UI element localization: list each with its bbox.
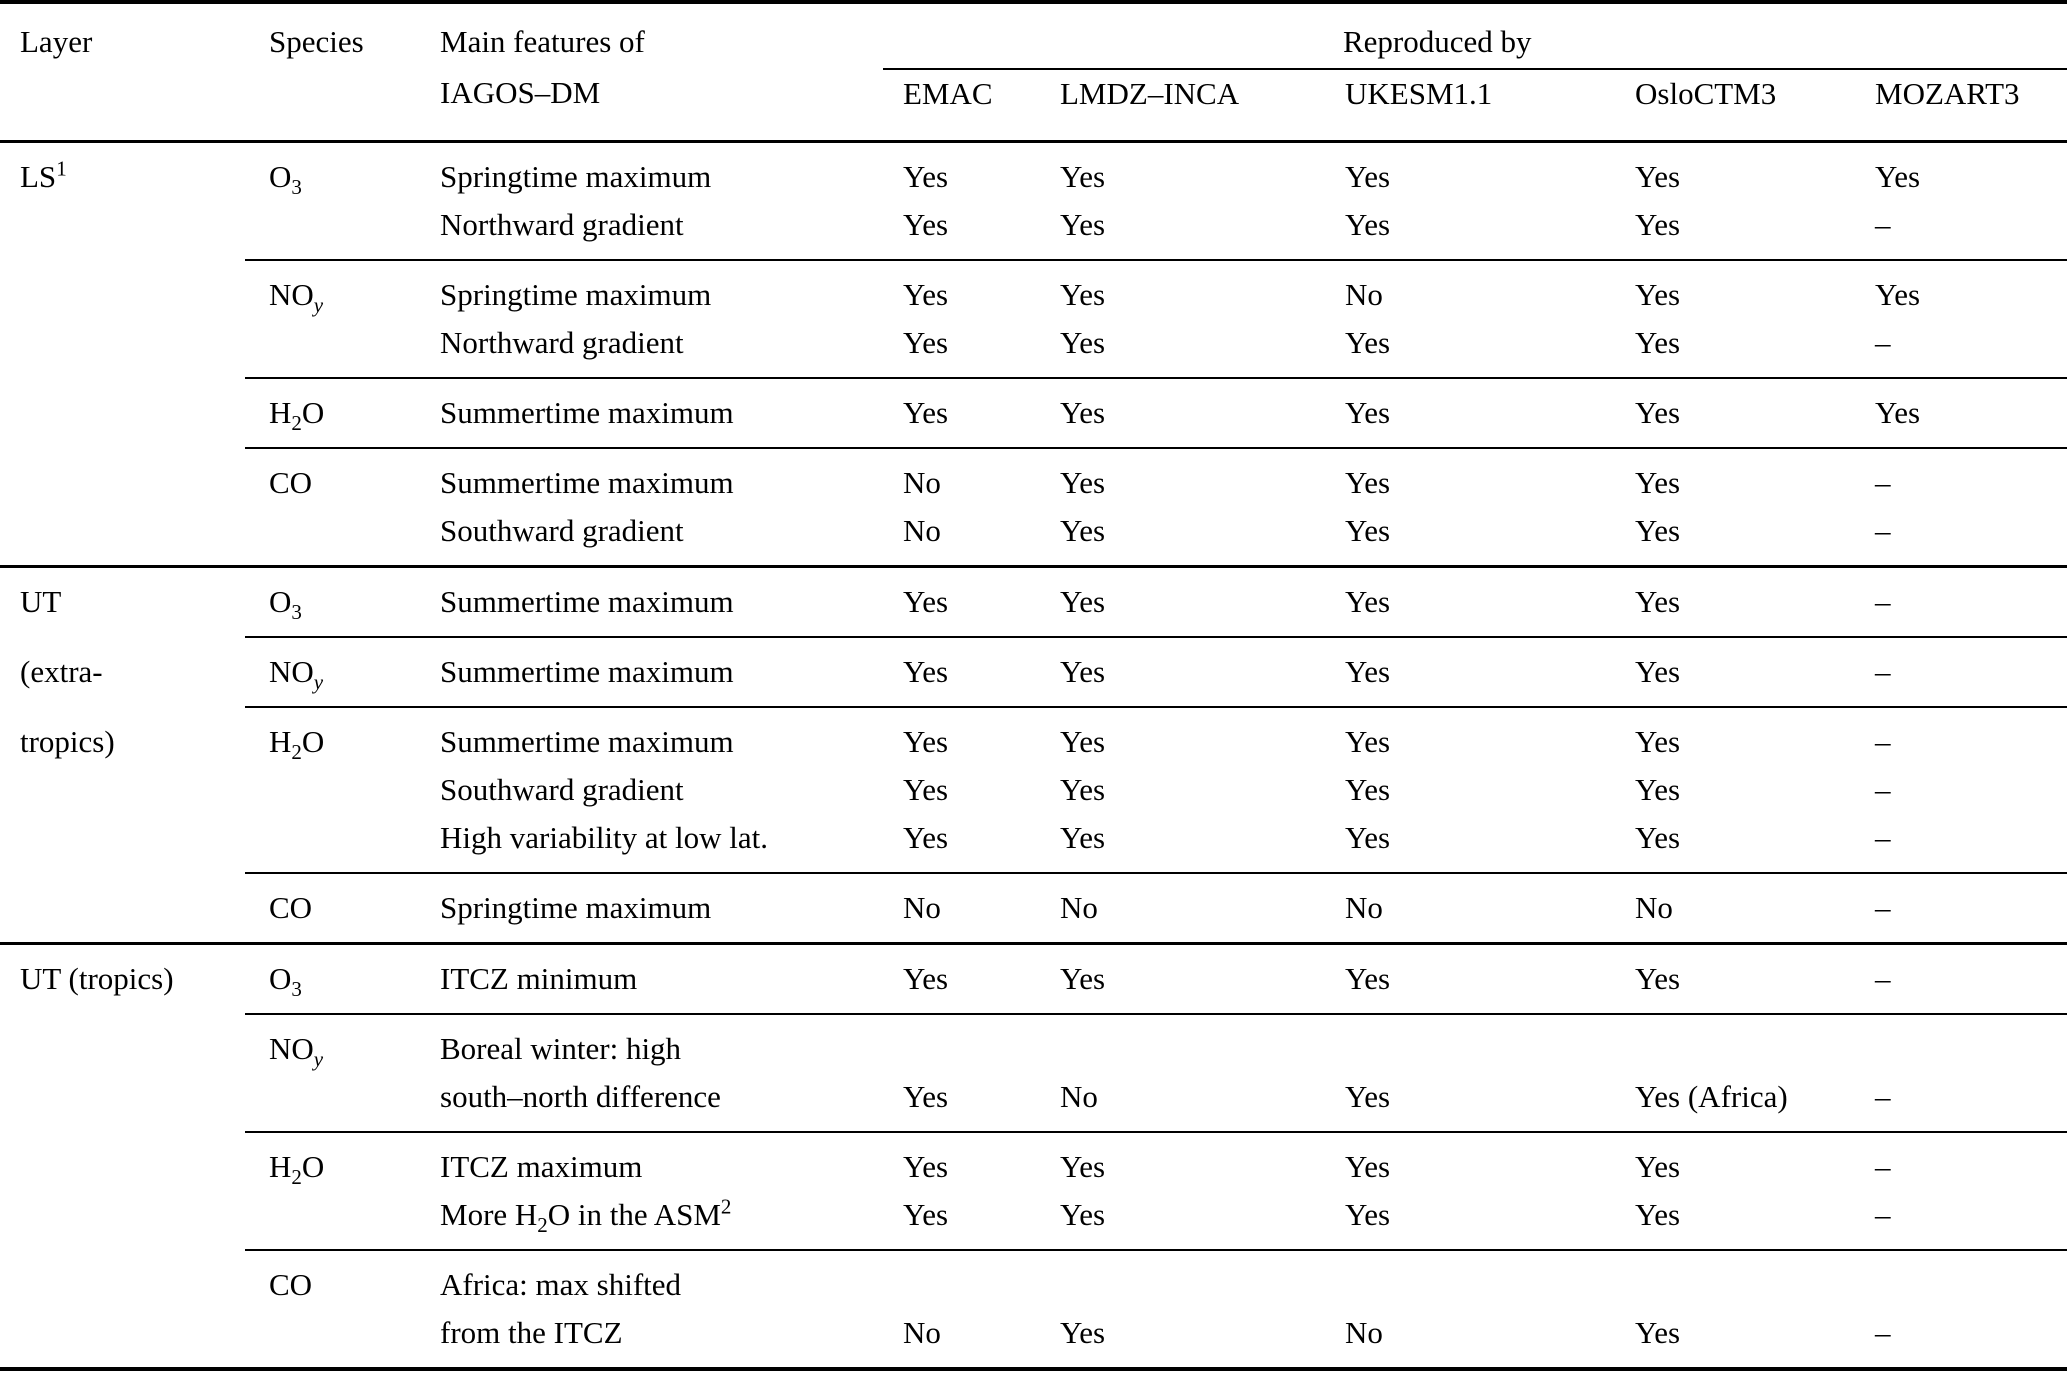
col-header-model-osloctm3: OsloCTM3	[1615, 69, 1855, 142]
table-row	[0, 142, 2067, 202]
layer-cell: UT (extra- tropics)	[0, 567, 245, 944]
table-row	[0, 1132, 2067, 1191]
value-cell: –	[1855, 944, 2067, 1015]
table-row	[0, 944, 2067, 1015]
species-cell: CO	[245, 873, 420, 944]
value-cell: Yes	[1040, 1132, 1325, 1191]
layer-cell: $LS^1$	[20, 156, 67, 194]
value-cell: Yes	[1040, 707, 1325, 766]
value-cell: Yes	[883, 637, 1040, 707]
feature-cell: Summertime maximum	[420, 567, 883, 638]
value-cell: Yes	[1615, 378, 1855, 448]
value-cell: Yes	[1635, 325, 1681, 360]
value-cell: Yes	[883, 567, 1040, 638]
value-cell	[1325, 1014, 1615, 1073]
col-header-layer: Layer	[20, 24, 93, 59]
feature-cell: from the ITCZ	[440, 1315, 623, 1350]
value-cell: Yes	[1345, 513, 1391, 548]
feature-cell: Summertime maximum	[420, 707, 883, 766]
value-cell	[1040, 1014, 1325, 1073]
value-cell: Yes	[1875, 159, 1921, 194]
col-header-species: Species	[269, 24, 364, 59]
species-cell: $NO_y$	[245, 260, 420, 378]
feature-cell: Africa: max shifted	[420, 1250, 883, 1309]
value-cell: –	[1875, 1315, 1891, 1350]
value-cell: Yes	[1040, 378, 1325, 448]
value-cell: Yes	[883, 378, 1040, 448]
value-cell: No	[1615, 873, 1855, 944]
col-header-model-emac: EMAC	[883, 69, 1040, 142]
species-cell: CO	[245, 448, 420, 567]
value-cell: Yes	[1635, 207, 1681, 242]
value-cell: Yes	[1040, 567, 1325, 638]
col-header-model-ukesm1-1: UKESM1.1	[1325, 69, 1615, 142]
value-cell: No	[903, 1315, 941, 1350]
table-row	[0, 1014, 2067, 1073]
feature-cell: Southward gradient	[440, 513, 684, 548]
col-header-model-mozart3: MOZART3	[1855, 69, 2067, 142]
table-row	[0, 567, 2067, 638]
value-cell: Yes	[1345, 820, 1391, 855]
value-cell: Yes	[1325, 707, 1615, 766]
value-cell: –	[1875, 207, 1891, 242]
value-cell: Yes	[1615, 944, 1855, 1015]
layer-cell: UT (tropics)	[0, 944, 245, 1370]
value-cell: Yes	[1060, 772, 1106, 807]
feature-cell: Summertime maximum	[420, 378, 883, 448]
feature-cell: Summertime maximum	[420, 637, 883, 707]
value-cell: –	[1855, 1132, 2067, 1191]
value-cell: Yes	[1040, 448, 1325, 507]
value-cell: No	[1060, 1079, 1098, 1114]
value-cell: Yes	[1325, 567, 1615, 638]
species-cell: CO	[245, 1250, 420, 1369]
value-cell: No	[1345, 1315, 1383, 1350]
species-cell: $H_2O$	[245, 1132, 420, 1250]
value-cell: Yes	[1635, 159, 1681, 194]
value-cell: Yes	[1615, 567, 1855, 638]
feature-cell: Springtime maximum	[420, 260, 883, 319]
value-cell: Yes	[1060, 513, 1106, 548]
value-cell	[1040, 1250, 1325, 1309]
value-cell: Yes	[1325, 1132, 1615, 1191]
species-cell: $H_2O$	[245, 707, 420, 873]
feature-cell: High variability at low lat.	[440, 820, 769, 855]
value-cell: Yes	[1635, 820, 1681, 855]
table-row	[0, 707, 2067, 766]
value-cell: Yes	[903, 820, 949, 855]
value-cell: Yes	[1635, 1197, 1681, 1232]
value-cell: Yes	[1615, 1132, 1855, 1191]
value-cell: –	[1855, 448, 2067, 507]
value-cell: Yes	[1635, 513, 1681, 548]
col-header-reproduced-by: Reproduced by	[883, 2, 2067, 69]
value-cell	[1615, 1250, 1855, 1309]
feature-cell: Springtime maximum	[440, 159, 712, 194]
header-row-1	[0, 2, 2067, 69]
value-cell: Yes	[1325, 448, 1615, 507]
value-cell: No	[883, 448, 1040, 507]
value-cell: Yes	[1325, 378, 1615, 448]
species-cell: $O_3$	[245, 944, 420, 1015]
value-cell: Yes	[1635, 1315, 1681, 1350]
value-cell: No	[1040, 873, 1325, 944]
value-cell: –	[1875, 1079, 1891, 1114]
value-cell: Yes	[1060, 159, 1106, 194]
value-cell	[883, 1250, 1040, 1309]
value-cell	[883, 1014, 1040, 1073]
value-cell: Yes	[903, 772, 949, 807]
feature-cell: ITCZ maximum	[420, 1132, 883, 1191]
value-cell: Yes	[903, 1197, 949, 1232]
value-cell: Yes	[883, 1132, 1040, 1191]
value-cell: Yes	[1635, 772, 1681, 807]
value-cell: Yes	[883, 260, 1040, 319]
value-cell: Yes	[883, 944, 1040, 1015]
value-cell: –	[1875, 820, 1891, 855]
table-body	[0, 142, 2067, 1370]
value-cell: –	[1855, 873, 2067, 944]
value-cell	[1615, 1014, 1855, 1073]
value-cell: Yes	[1060, 1315, 1106, 1350]
species-cell: $O_3$	[269, 159, 302, 200]
value-cell: Yes	[1345, 207, 1391, 242]
table-row	[0, 873, 2067, 944]
col-header-features-line2: IAGOS–DM	[420, 69, 883, 142]
value-cell: Yes	[1325, 637, 1615, 707]
value-cell: Yes	[1855, 378, 2067, 448]
value-cell	[1325, 1250, 1615, 1309]
species-cell: $O_3$	[245, 567, 420, 638]
table-row	[0, 260, 2067, 319]
feature-cell: Springtime maximum	[420, 873, 883, 944]
feature-cell: Southward gradient	[440, 772, 684, 807]
value-cell: Yes	[883, 707, 1040, 766]
feature-cell: south–north difference	[440, 1079, 721, 1114]
value-cell: –	[1855, 637, 2067, 707]
value-cell: No	[1325, 260, 1615, 319]
value-cell	[1855, 1014, 2067, 1073]
value-cell: No	[1325, 873, 1615, 944]
value-cell: Yes	[1345, 159, 1391, 194]
feature-cell: Northward gradient	[440, 325, 684, 360]
value-cell: Yes	[903, 1079, 949, 1114]
value-cell: Yes (Africa)	[1635, 1079, 1788, 1114]
value-cell: Yes	[1060, 325, 1106, 360]
species-cell: $NO_y$	[245, 637, 420, 707]
value-cell: –	[1875, 325, 1891, 360]
value-cell: No	[883, 873, 1040, 944]
value-cell	[1855, 1250, 2067, 1309]
value-cell: Yes	[1060, 1197, 1106, 1232]
species-cell: $H_2O$	[245, 378, 420, 448]
value-cell: Yes	[1615, 707, 1855, 766]
value-cell: –	[1875, 513, 1891, 548]
feature-cell: More $H_2O$ in the ASM$^2$	[440, 1194, 732, 1238]
value-cell: Yes	[1040, 944, 1325, 1015]
feature-cell: Boreal winter: high	[420, 1014, 883, 1073]
value-cell: No	[903, 513, 941, 548]
header-row-2	[0, 69, 2067, 142]
value-cell: Yes	[1615, 637, 1855, 707]
value-cell: –	[1875, 772, 1891, 807]
value-cell: Yes	[1345, 1197, 1391, 1232]
species-cell: $NO_y$	[245, 1014, 420, 1132]
value-cell: Yes	[903, 325, 949, 360]
value-cell: –	[1875, 1197, 1891, 1232]
value-cell: Yes	[1345, 1079, 1391, 1114]
value-cell: Yes	[1615, 448, 1855, 507]
col-header-layer-spacer	[0, 69, 245, 142]
value-cell: Yes	[1060, 820, 1106, 855]
table-row	[0, 378, 2067, 448]
value-cell: Yes	[1060, 207, 1106, 242]
value-cell: –	[1855, 567, 2067, 638]
value-cell: Yes	[1040, 260, 1325, 319]
table-row	[0, 448, 2067, 507]
feature-cell: Northward gradient	[440, 207, 684, 242]
feature-cell: Summertime maximum	[420, 448, 883, 507]
col-header-model-lmdz-inca: LMDZ–INCA	[1040, 69, 1325, 142]
value-cell: –	[1855, 707, 2067, 766]
col-header-species-spacer	[245, 69, 420, 142]
value-cell: Yes	[1345, 772, 1391, 807]
value-cell: Yes	[1040, 637, 1325, 707]
value-cell: Yes	[1615, 260, 1855, 319]
value-cell: Yes	[903, 159, 949, 194]
value-cell: Yes	[1345, 325, 1391, 360]
col-header-features-line1: Main features of	[440, 24, 645, 59]
value-cell: Yes	[1325, 944, 1615, 1015]
feature-cell: ITCZ minimum	[420, 944, 883, 1015]
table-row	[0, 637, 2067, 707]
value-cell: Yes	[903, 207, 949, 242]
table-row	[0, 1250, 2067, 1309]
value-cell: Yes	[1855, 260, 2067, 319]
